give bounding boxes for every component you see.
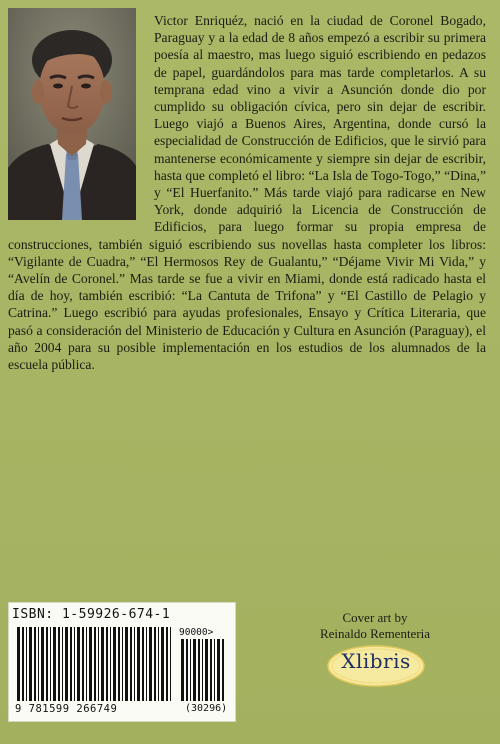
- barcode-bar: [137, 627, 140, 701]
- barcode-bar: [210, 639, 212, 701]
- barcode-bar: [181, 639, 184, 701]
- cover-art-label: Cover art by: [342, 610, 408, 625]
- barcode-bar: [193, 639, 196, 701]
- barcode-bar: [122, 627, 123, 701]
- barcode-bar: [26, 627, 27, 701]
- barcode-bar: [149, 627, 152, 701]
- barcode-bar: [86, 627, 87, 701]
- barcode-bar: [74, 627, 75, 701]
- barcode-bar: [82, 627, 84, 701]
- barcode-bar: [142, 627, 144, 701]
- barcode-bar: [89, 627, 92, 701]
- barcode-bar: [65, 627, 68, 701]
- barcode-bar: [53, 627, 56, 701]
- barcode-bar: [62, 627, 63, 701]
- publisher-name: Xlibris: [341, 649, 411, 673]
- barcode-bar: [125, 627, 128, 701]
- barcode-bar: [202, 639, 203, 701]
- barcode-bar: [98, 627, 99, 701]
- barcode-bar: [134, 627, 135, 701]
- biography-paragraph: Victor Enriquéz, nació en la ciudad de Coronel Bogado, Paraguay y a la edad de 8 años empezó a escribir su primera poesía al maestro, mas luego siguió escribiendo en pedazos de papel, guardándolos para mas tarde completarlos. A su temprana edad vino a vivir a Asunción donde dio por cumplido su obligación cívica, pero sin dejar de escribir. Luego viajó a Buenos Aires, Argentina, donde cursó la especialidad de Construcción de Edificios, que le sirvió para mantenerse económicamente y siempre sin dejar de escribir, hasta que completó el libro: “La Isla de Togo-Togo,” “Dina,” y “El Huerfanito.” Más tarde viajó para radicarse en New York, donde adquirió la Licencia de Construcción de Edificios, para luego formar su propia empresa de construcciones, también siguió escribiendo sus novellas hasta completer los libros: “Vigilante de Cuadra,” “El Hermosos Rey de Gualantu,” “Déjame Vivir Mi Vida,” y “Avelín de Coronel.” Mas tarde se fue a vivir en Miami, donde está radicado hasta el día de hoy, también escribió: “La Cantuta de Trifona” y “El Castillo de Pelagio y Catrina.” Luego escribió para ayudas profesionales, Ensayo y Crítica Literaria, que pasó a consideración del Ministerio de Educación y Cultura en Asunción (Paraguay), el año 2004 para su posible implementación en los estudios de los alumnados de la escuela pública.: [8, 13, 486, 373]
- barcode-bar: [158, 627, 159, 701]
- barcode-bar: [161, 627, 164, 701]
- portrait-spacer: [8, 8, 146, 226]
- barcode-bar: [50, 627, 51, 701]
- barcode-bar: [34, 627, 36, 701]
- barcode-bar: [190, 639, 191, 701]
- barcode-bar: [186, 639, 188, 701]
- barcode-bar: [217, 639, 220, 701]
- isbn-barcode-panel: [8, 602, 236, 722]
- isbn-label: ISBN: 1-59926-674-1: [12, 607, 171, 622]
- barcode-bar: [41, 627, 44, 701]
- barcode-bar: [214, 639, 215, 701]
- author-biography: [8, 12, 486, 373]
- barcode-bar: [58, 627, 60, 701]
- barcode-bar: [46, 627, 48, 701]
- barcode-bar: [146, 627, 147, 701]
- barcode-bar: [110, 627, 111, 701]
- barcode-bar: [17, 627, 20, 701]
- print-code: (30296): [185, 703, 228, 714]
- barcode-bar: [205, 639, 208, 701]
- cover-art-credit: [300, 610, 450, 642]
- barcode-bar: [198, 639, 200, 701]
- barcode-bar: [94, 627, 96, 701]
- barcode-bar: [170, 627, 171, 701]
- cover-artist-name: Reinaldo Rementeria: [319, 626, 431, 641]
- barcode-bar: [166, 627, 168, 701]
- barcode-bar: [154, 627, 156, 701]
- barcode-bar: [113, 627, 116, 701]
- barcode-bar: [222, 639, 224, 701]
- barcode-bar: [106, 627, 108, 701]
- barcode-bar: [77, 627, 80, 701]
- addon-number: 90000>: [179, 627, 214, 638]
- ean-barcode: [15, 627, 175, 701]
- barcode-bar: [29, 627, 32, 701]
- ean-number: 9 781599 266749: [15, 703, 118, 715]
- addon-barcode: [179, 639, 227, 701]
- barcode-bar: [38, 627, 39, 701]
- barcode-bar: [101, 627, 104, 701]
- barcode-bar: [130, 627, 132, 701]
- barcode-bar: [22, 627, 24, 701]
- barcode-bar: [118, 627, 120, 701]
- barcode-bar: [70, 627, 72, 701]
